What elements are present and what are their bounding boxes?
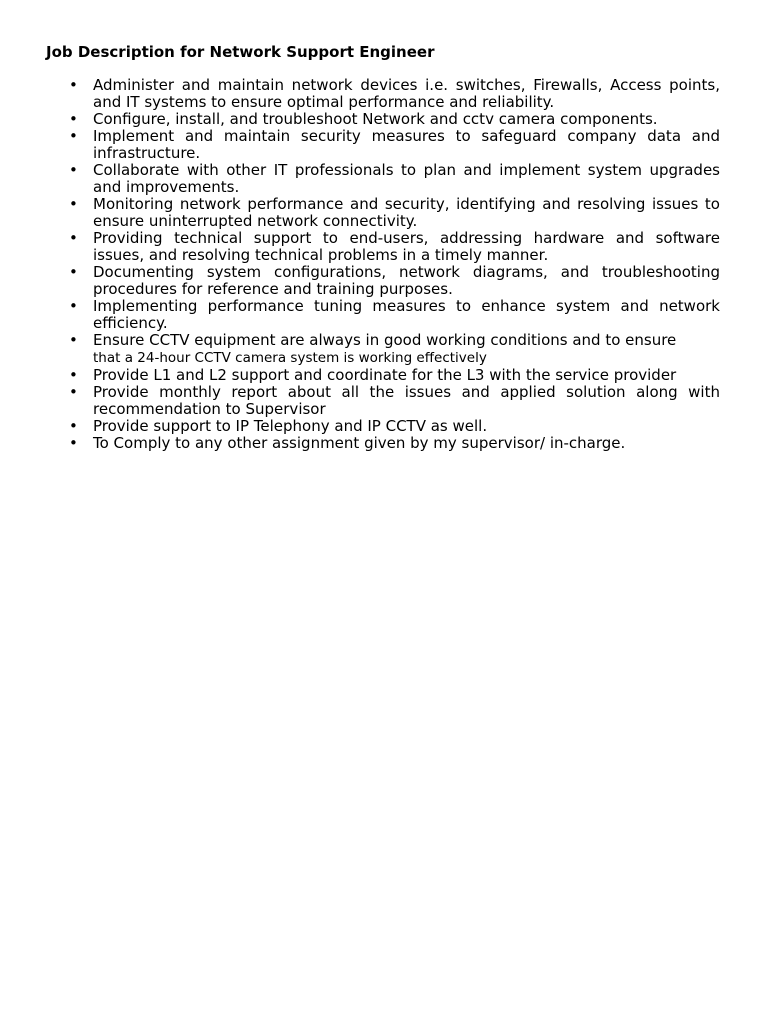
list-item-text: Providing technical support to end-users, addressing hardware and software issues, and resolving technical problems in a timely manner. [93, 229, 720, 264]
list-item [69, 331, 720, 367]
list-item-text: Implement and maintain security measures to safeguard company data and infrastructure. [93, 127, 720, 162]
bullet-icon: • [69, 434, 78, 452]
document-title: Job Description for Network Support Engineer [46, 43, 435, 61]
bullet-icon: • [69, 366, 78, 384]
list-item [69, 383, 720, 418]
list-item-text: Documenting system configurations, network diagrams, and troubleshooting procedures for reference and training purposes. [93, 263, 720, 298]
list-item-text: Provide support to IP Telephony and IP CCTV as well. [93, 417, 488, 435]
bullet-icon: • [69, 331, 78, 349]
list-item-text: Administer and maintain network devices i.e. switches, Firewalls, Access points, and IT systems to ensure optimal performance and reliability. [93, 76, 720, 111]
responsibilities-list [69, 76, 720, 452]
list-item [69, 297, 720, 332]
bullet-icon: • [69, 383, 78, 401]
list-item-continuation: that a 24-hour CCTV camera system is working effectively [93, 350, 487, 366]
list-item-text: Monitoring network performance and security, identifying and resolving issues to ensure uninterrupted network connectivity. [93, 195, 720, 230]
list-item [69, 229, 720, 264]
list-item-text: Implementing performance tuning measures to enhance system and network efficiency. [93, 297, 720, 332]
list-item-text: Collaborate with other IT professionals to plan and implement system upgrades and improvements. [93, 161, 720, 196]
list-item [69, 434, 720, 452]
bullet-icon: • [69, 297, 78, 315]
list-item-text: To Comply to any other assignment given by my supervisor/ in-charge. [93, 434, 626, 452]
bullet-icon: • [69, 229, 78, 247]
list-item [69, 263, 720, 298]
list-item-text: Ensure CCTV equipment are always in good working conditions and to ensure [93, 331, 677, 349]
list-item [69, 195, 720, 230]
list-item [69, 417, 720, 435]
bullet-icon: • [69, 127, 78, 145]
bullet-icon: • [69, 263, 78, 281]
list-item-text: Provide L1 and L2 support and coordinate for the L3 with the service provider [93, 366, 677, 384]
list-item [69, 110, 720, 128]
list-item [69, 366, 720, 384]
list-item-text: Configure, install, and troubleshoot Network and cctv camera components. [93, 110, 658, 128]
bullet-icon: • [69, 417, 78, 435]
bullet-icon: • [69, 161, 78, 179]
list-item [69, 161, 720, 196]
list-item [69, 127, 720, 162]
bullet-icon: • [69, 76, 78, 94]
bullet-icon: • [69, 195, 78, 213]
bullet-icon: • [69, 110, 78, 128]
list-item [69, 76, 720, 111]
list-item-text: Provide monthly report about all the issues and applied solution along with recommendation to Supervisor [93, 383, 720, 418]
